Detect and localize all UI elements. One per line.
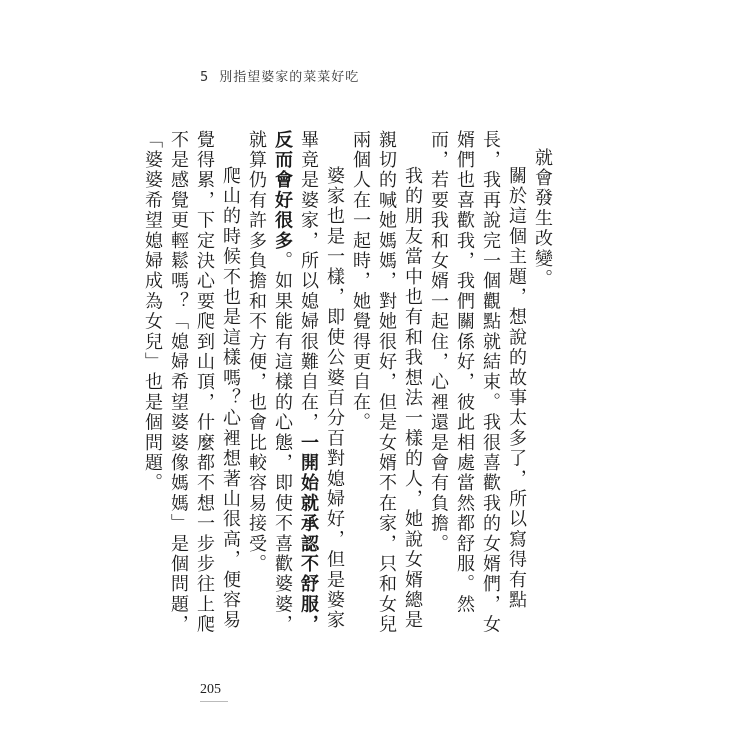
text-run: 爬山的時候不也是這樣嗎？心裡想著山很高，便容易覺得累，下定決心要爬到山頂，什麼都不想一步步往上爬不是感覺更輕鬆嗎？「媳婦希望婆婆像媽媽」是個問題，「婆婆希望媳婦成為女兒」也是個問題。: [142, 130, 241, 635]
text-run: 就會發生改變。: [532, 148, 553, 290]
text-run: 我的朋友當中也有和我想法一樣的人，她說女婿總是親切的喊她媽媽，對她很好，但是女婿不在家，只和女兒兩個人在一起時，她覺得更自在。: [350, 130, 423, 635]
chapter-title: 別指望婆家的菜菜好吃: [219, 70, 360, 85]
paragraph: [425, 130, 529, 650]
text-run: 婆家也是一樣，即使公婆百分百對媳婦好，但是婆家畢竟是婆家，所以媳婦很難自在，: [298, 130, 345, 631]
vertical-body-text: [142, 130, 555, 650]
paragraph: [347, 130, 425, 650]
paragraph: [139, 130, 243, 650]
page-number-rule: [200, 701, 228, 702]
paragraph: [243, 130, 347, 650]
text-run: 關於這個主題，想說的故事太多了，所以寫得有點長，我再說完一個觀點就結束。我很喜歡我的女婿們，女婿們也喜歡我，我們關係好，彼此相處當然都舒服。然而，若要我和女婿一起住，心裡還是會有負擔。: [428, 130, 527, 635]
paragraph: [529, 130, 555, 650]
text-run: 。如果能有這樣的心態，即使不喜歡婆婆，就算仍有許多負擔和不方便，也會比較容易接受。: [246, 130, 293, 636]
emphasized-text: 一開始就承認不舒服，反而會好很多: [272, 130, 319, 635]
chapter-number: 5: [200, 70, 210, 85]
page-number: 205: [200, 682, 221, 697]
running-header: [200, 66, 359, 85]
